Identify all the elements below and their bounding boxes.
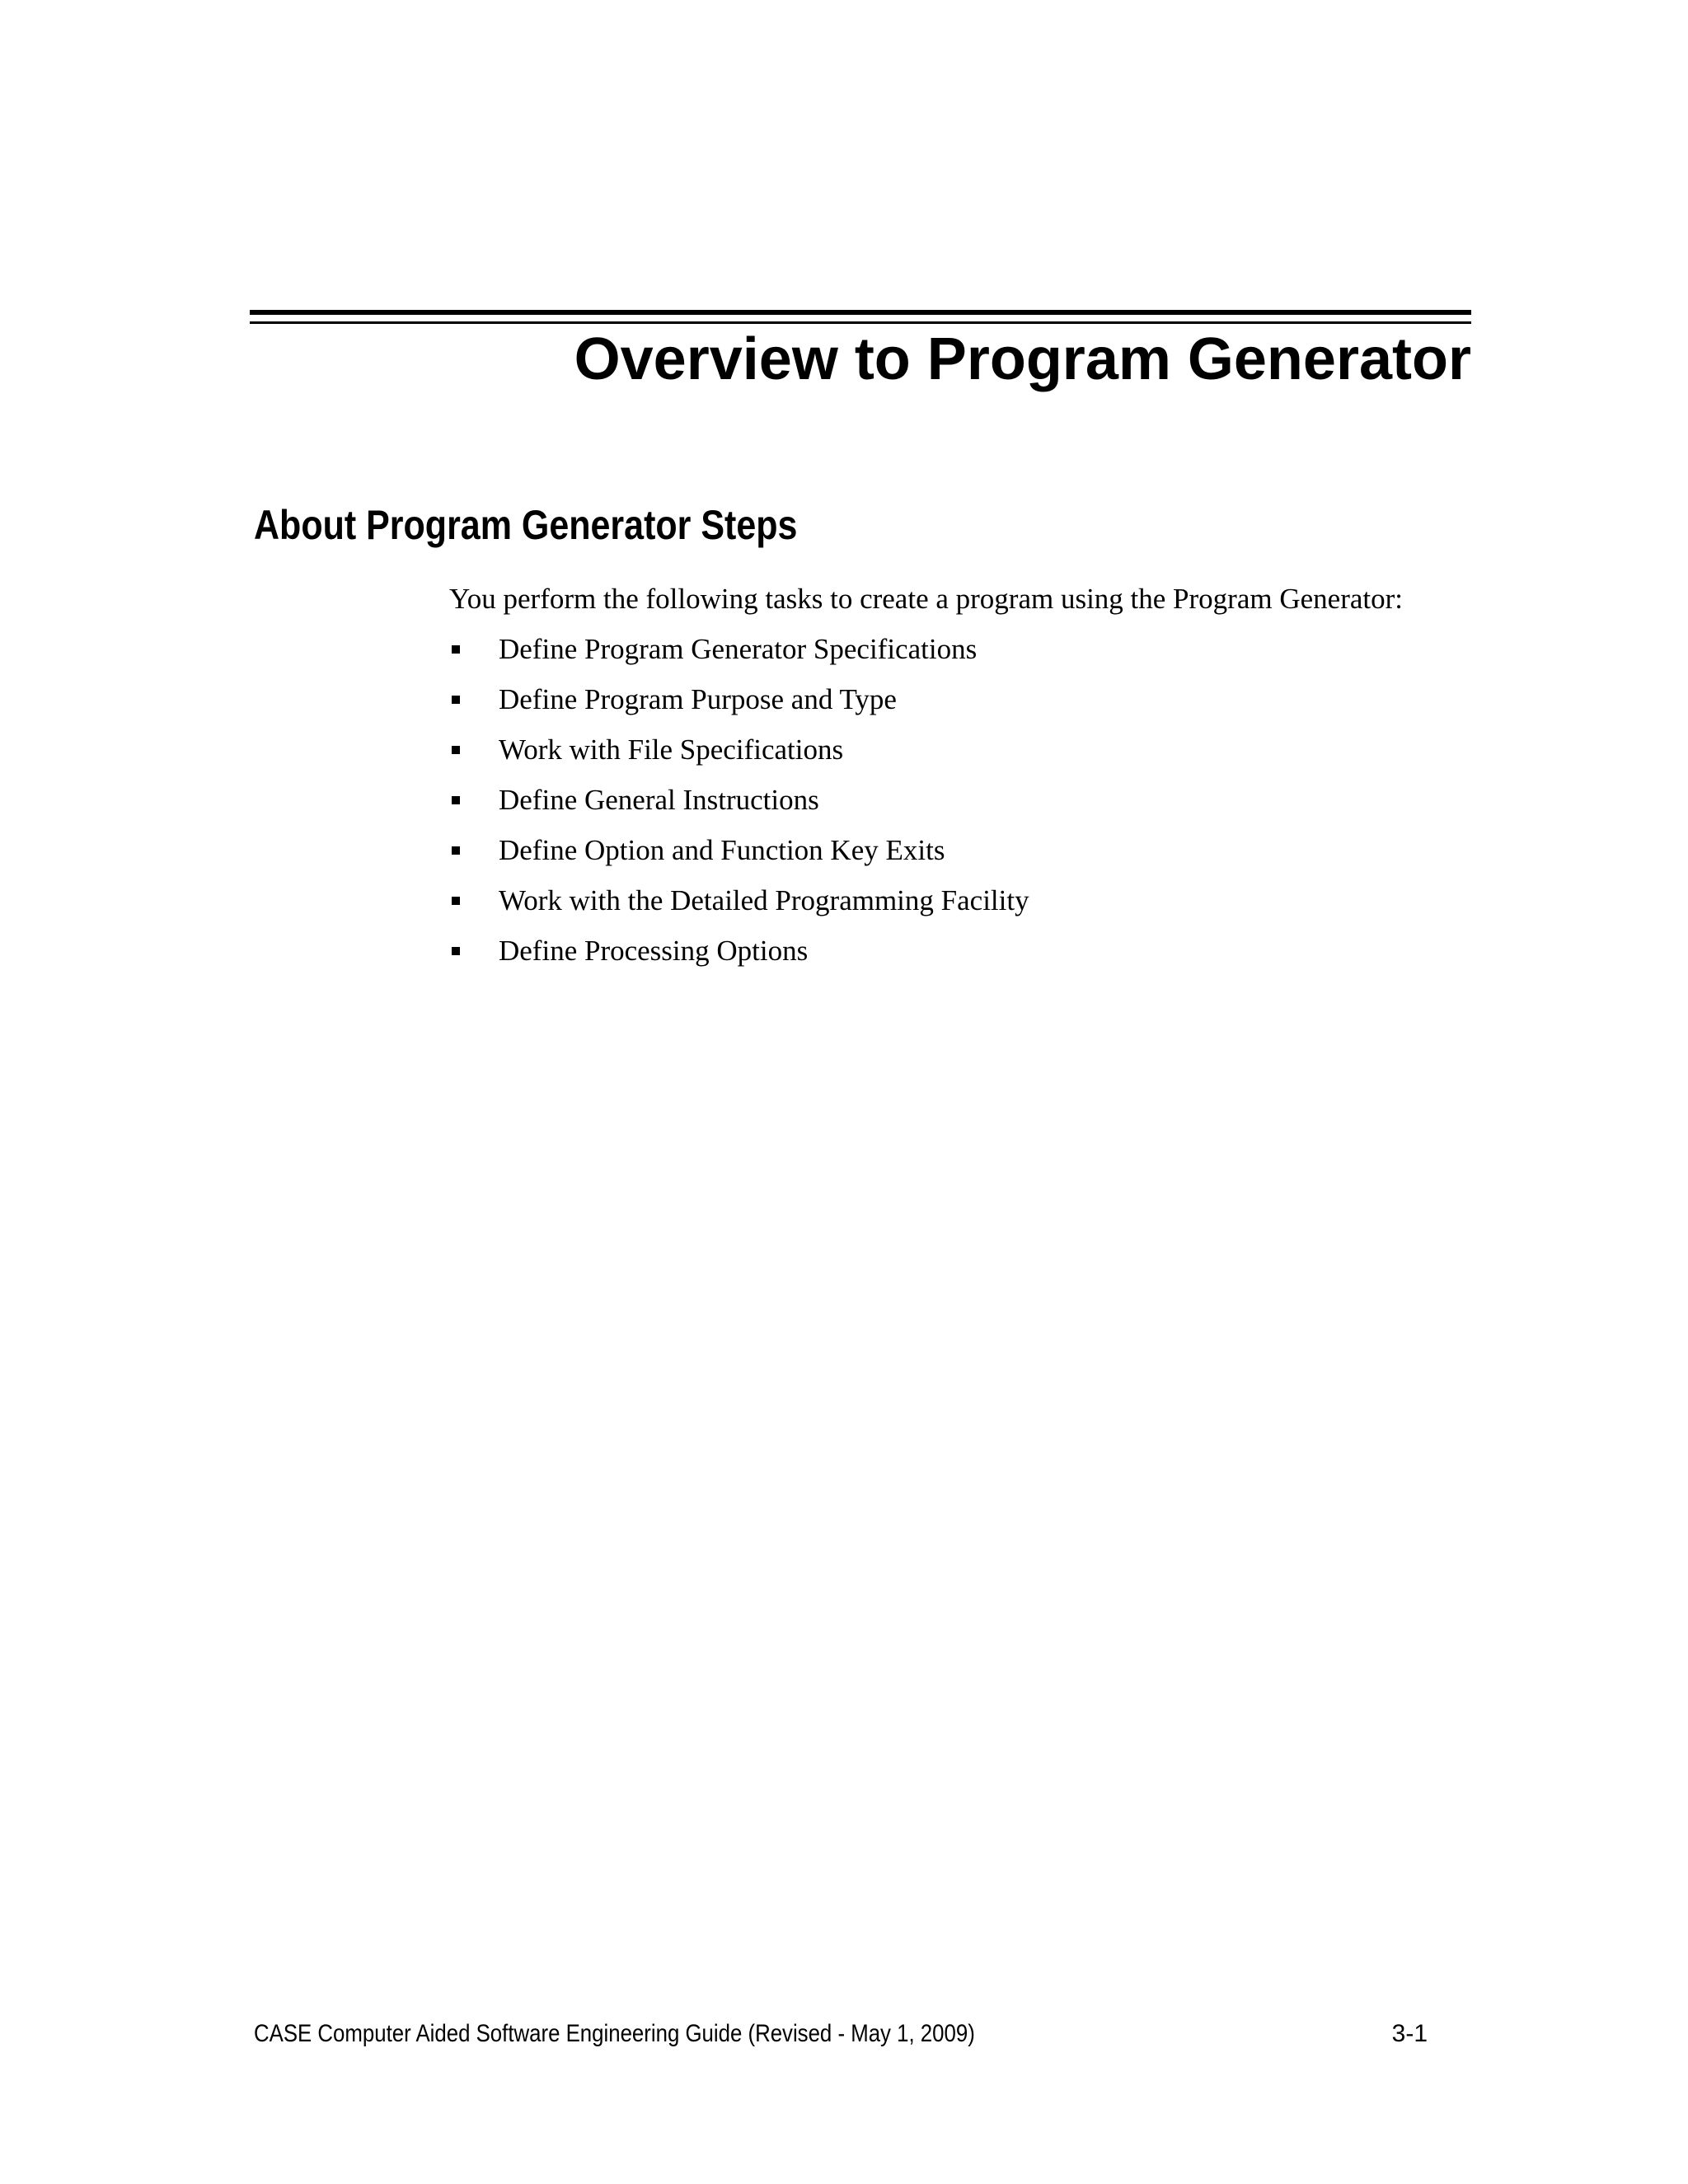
square-bullet-icon bbox=[452, 746, 460, 754]
task-label: Work with the Detailed Programming Facility bbox=[499, 884, 1029, 916]
task-label: Define Processing Options bbox=[499, 935, 809, 967]
footer-page-number: 3-1 bbox=[1391, 2020, 1428, 2047]
intro-paragraph: You perform the following tasks to create a program using the Program Generator: bbox=[449, 583, 1403, 615]
square-bullet-icon bbox=[452, 897, 460, 905]
chapter-title: Overview to Program Generator bbox=[574, 326, 1471, 392]
footer-guide-title: CASE Computer Aided Software Engineering Guide (Revised - May 1, 2009) bbox=[254, 2020, 975, 2047]
square-bullet-icon bbox=[452, 696, 460, 704]
section-heading: About Program Generator Steps bbox=[254, 502, 798, 548]
square-bullet-icon bbox=[452, 846, 460, 855]
task-label: Define General Instructions bbox=[499, 784, 819, 816]
task-label: Define Program Generator Specifications bbox=[499, 633, 978, 665]
task-label: Define Option and Function Key Exits bbox=[499, 834, 945, 866]
square-bullet-icon bbox=[452, 796, 460, 804]
square-bullet-icon bbox=[452, 645, 460, 654]
task-label: Work with File Specifications bbox=[499, 733, 844, 766]
title-rule-thick bbox=[250, 310, 1471, 315]
square-bullet-icon bbox=[452, 947, 460, 955]
task-label: Define Program Purpose and Type bbox=[499, 683, 897, 715]
